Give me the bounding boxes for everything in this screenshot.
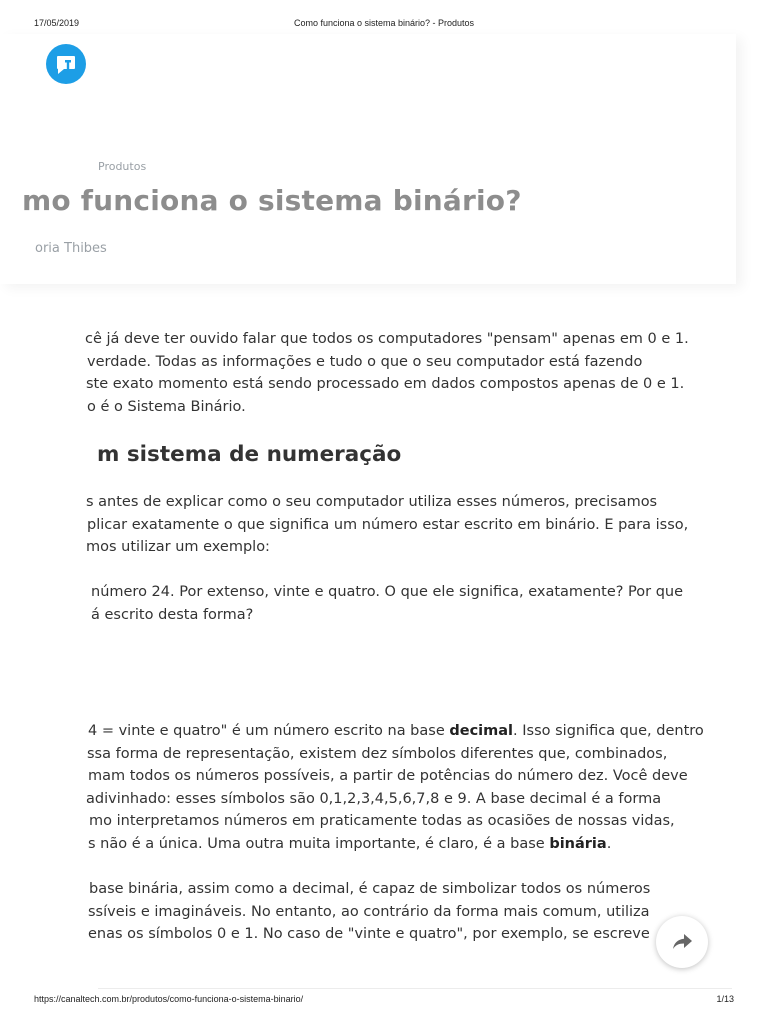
breadcrumb[interactable]: Produtos: [98, 160, 147, 173]
text-line: cê já deve ter ouvido falar que todos os computadores "pensam" apenas em 0 e 1.: [85, 331, 689, 347]
print-page-number: 1/13: [716, 994, 734, 1004]
text-line: enas os símbolos 0 e 1. No caso de "vinte e quatro", por exemplo, se escreve: [88, 926, 650, 942]
article-author[interactable]: oria Thibes: [35, 241, 107, 256]
text-line: número 24. Por extenso, vinte e quatro. O que ele significa, exatamente? Por que: [91, 584, 684, 600]
paragraph-intro: [30, 328, 689, 418]
text-line: ssíveis e imagináveis. No entanto, ao contrário da forma mais comum, utiliza: [88, 903, 650, 920]
text-line: adivinhado: esses símbolos são 0,1,2,3,4,5,6,7,8 e 9. A base decimal é a forma: [86, 790, 662, 807]
text-line: verdade. Todas as informações e tudo o que o seu computador está fazendo: [87, 353, 643, 370]
section-heading: m sistema de numeração: [97, 442, 402, 467]
text-line: ssa forma de representação, existem dez símbolos diferentes que, combinados,: [87, 745, 668, 762]
print-page-title: Como funciona o sistema binário? - Produtos: [293, 18, 475, 28]
print-url: https://canaltech.com.br/produtos/como-funciona-o-sistema-binario/: [34, 994, 304, 1004]
text-line: mo interpretamos números em praticamente todas as ocasiões de nossas vidas,: [89, 813, 675, 829]
text-line: mam todos os números possíveis, a partir de potências do número dez. Você deve: [88, 768, 688, 784]
text-line: o é o Sistema Binário.: [87, 398, 246, 415]
paragraph-3: [30, 581, 683, 626]
text-line: 4 = vinte e quatro" é um número escrito na base decimal. Isso significa que, dentro: [88, 723, 704, 739]
paragraph-2: [30, 491, 688, 559]
footer-divider: [98, 988, 732, 989]
bold-term: binária: [549, 835, 607, 852]
article-title: mo funciona o sistema binário?: [22, 184, 522, 217]
text-line: plicar exatamente o que significa um número estar escrito em binário. E para isso,: [87, 516, 689, 533]
print-date: 17/05/2019: [34, 18, 80, 28]
share-arrow-icon: [671, 932, 693, 952]
paragraph-4: [30, 720, 704, 855]
text-line: á escrito desta forma?: [91, 606, 254, 623]
text-line: s não é a única. Uma outra muita importante, é claro, é a base binária.: [88, 835, 612, 852]
text-line: mos utilizar um exemplo:: [86, 539, 270, 555]
share-button[interactable]: [656, 916, 708, 968]
print-footer: [0, 994, 768, 1008]
paragraph-5: [30, 878, 650, 946]
text-line: base binária, assim como a decimal, é capaz de simbolizar todos os números: [89, 881, 651, 897]
text-line: s antes de explicar como o seu computador utiliza esses números, precisamos: [86, 494, 658, 510]
bold-term: decimal: [449, 723, 514, 739]
text-line: ste exato momento está sendo processado em dados compostos apenas de 0 e 1.: [86, 376, 685, 392]
